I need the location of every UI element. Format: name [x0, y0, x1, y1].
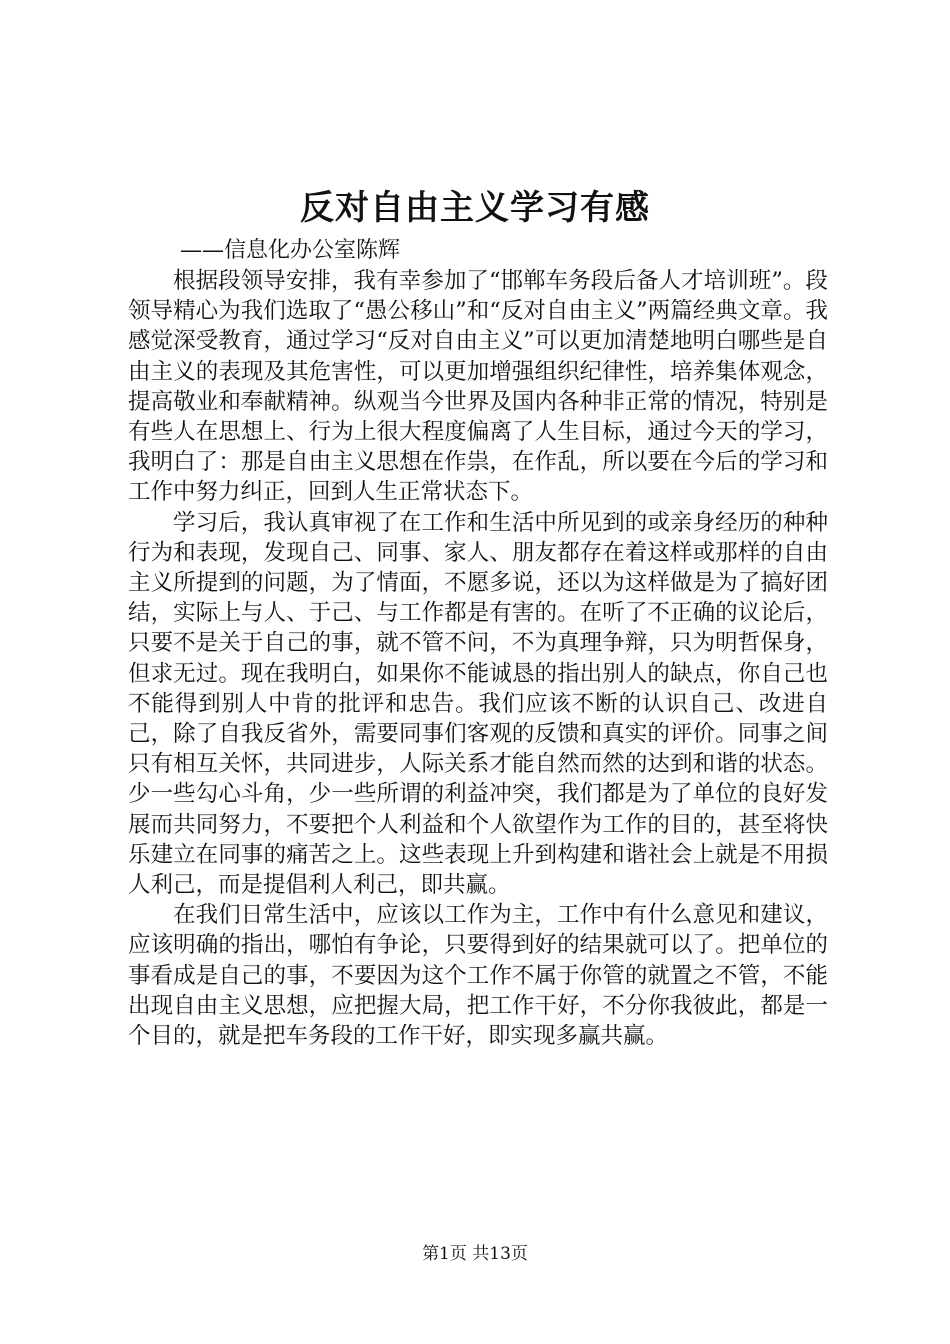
page-number-footer: 第1页 共13页 — [422, 1244, 528, 1264]
paragraph-2: 学习后，我认真审视了在工作和生活中所见到的或亲身经历的种种行为和表现，发现自己、同事、家人、朋友都存在着这样或那样的自由主义所提到的问题，为了情面，不愿多说，还以为这样做是为了搞好团结，实际上与人、于己、与工作都是有害的。在听了不正确的议论后，只要不是关于自己的事，就不管不问，不为真理争辩，只为明哲保身，但求无过。现在我明白，如果你不能诚恳的指出别人的缺点，你自己也不能得到别人中肯的批评和忠告。我们应该不断的认识自己、改进自己，除了自我反省外，需要同事们客观的反馈和真实的评价。同事之间只有相互关怀，共同进步，人际关系才能自然而然的达到和谐的状态。少一些勾心斗角，少一些所谓的利益冲突，我们都是为了单位的良好发展而共同努力，不要把个人利益和个人欲望作为工作的目的，甚至将快乐建立在同事的痛苦之上。这些表现上升到构建和谐社会上就是不用损人利己，而是提倡利人利己，即共赢。 — [128, 509, 828, 899]
paragraph-1: 根据段领导安排，我有幸参加了“邯郸车务段后备人才培训班”。段领导精心为我们选取了“愚公移山”和“反对自由主义”两篇经典文章。我感觉深受教育，通过学习“反对自由主义”可以更加清楚地明白哪些是自由主义的表现及其危害性，可以更加增强组织纪律性，培养集体观念，提高敬业和奉献精神。纵观当今世界及国内各种非正常的情况，特别是有些人在思想上、行为上很大程度偏离了人生目标，通过今天的学习，我明白了：那是自由主义思想在作祟，在作乱，所以要在今后的学习和工作中努力纠正，回到人生正常状态下。 — [128, 268, 828, 506]
document-title: 反对自由主义学习有感 — [300, 188, 650, 228]
document-body — [128, 266, 828, 1051]
author-byline: ——信息化办公室陈辉 — [180, 238, 401, 263]
paragraph-3: 在我们日常生活中，应该以工作为主，工作中有什么意见和建议，应该明确的指出，哪怕有争论，只要得到好的结果就可以了。把单位的事看成是自己的事，不要因为这个工作不属于你管的就置之不管，不能出现自由主义思想，应把握大局，把工作干好，不分你我彼此，都是一个目的，就是把车务段的工作干好，即实现多赢共赢。 — [128, 902, 828, 1050]
